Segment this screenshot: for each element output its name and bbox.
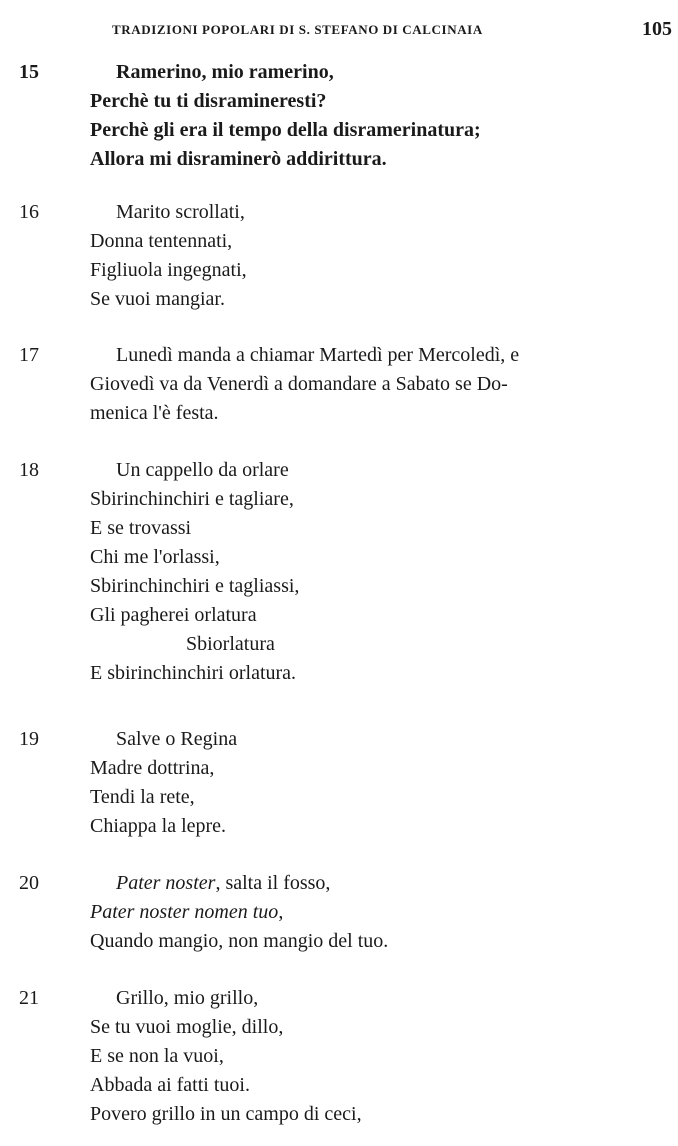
verse-line: Gli pagherei orlatura — [90, 604, 257, 626]
latin-phrase: Pater noster — [116, 872, 216, 894]
page-number: 105 — [642, 18, 672, 40]
verse-line: Perchè tu ti disramineresti? — [90, 90, 327, 112]
verse-line: Se tu vuoi moglie, dillo, — [90, 1016, 284, 1038]
verse-line: Quando mangio, non mangio del tuo. — [90, 930, 389, 952]
verse-text: , salta il fosso, — [215, 872, 331, 894]
verse-text: , — [278, 901, 284, 923]
verse-line: Allora mi disraminerò addirittura. — [90, 148, 387, 170]
stanza-number: 17 — [19, 344, 39, 366]
verse-line: Salve o Regina — [116, 728, 238, 750]
verse-line: Sbiorlatura — [186, 633, 275, 655]
stanza-number: 16 — [19, 201, 39, 223]
page-header — [0, 18, 678, 46]
verse-line: E sbirinchinchiri orlatura. — [90, 662, 297, 684]
stanza-number: 19 — [19, 728, 39, 750]
verse-line — [0, 869, 678, 898]
stanza-17 — [0, 341, 678, 428]
verse-line: E se trovassi — [90, 517, 192, 539]
verse-line: Sbirinchinchiri e tagliare, — [90, 488, 294, 510]
stanza-number: 18 — [19, 459, 39, 481]
verse-line: Perchè gli era il tempo della disramerinatura; — [90, 119, 481, 141]
verse-line: Abbada ai fatti tuoi. — [90, 1074, 250, 1096]
verse-line: Grillo, mio grillo, — [116, 987, 259, 1009]
stanza-20 — [0, 869, 678, 956]
latin-phrase: Pater noster nomen tuo — [90, 901, 279, 923]
verse-line: Donna tentennati, — [90, 230, 233, 252]
verse-line: Madre dottrina, — [90, 757, 215, 779]
stanza-18 — [0, 456, 678, 688]
verse-line — [0, 898, 678, 927]
verse-line: Tendi la rete, — [90, 786, 195, 808]
verse-line: Povero grillo in un campo di ceci, — [90, 1103, 362, 1125]
verse-line: Marito scrollati, — [116, 201, 245, 223]
running-head: TRADIZIONI POPOLARI DI S. STEFANO DI CALCINAIA — [112, 22, 483, 37]
prose-line: menica l'è festa. — [90, 402, 219, 424]
prose-line: Lunedì manda a chiamar Martedì per Mercoledì, e — [116, 344, 520, 366]
verse-line: E se non la vuoi, — [90, 1045, 224, 1067]
stanza-15 — [0, 58, 678, 174]
stanza-16 — [0, 198, 678, 314]
verse-line: Chiappa la lepre. — [90, 815, 227, 837]
verse-line: Se vuoi mangiar. — [90, 288, 225, 310]
prose-line: Giovedì va da Venerdì a domandare a Sabato se Do- — [90, 373, 508, 395]
verse-line: Sbirinchinchiri e tagliassi, — [90, 575, 300, 597]
verse-line: Un cappello da orlare — [116, 459, 289, 481]
stanza-number: 21 — [19, 987, 39, 1009]
stanza-21 — [0, 984, 678, 1129]
verse-line: Chi me l'orlassi, — [90, 546, 220, 568]
stanza-number: 20 — [19, 872, 39, 894]
verse-line: Ramerino, mio ramerino, — [116, 61, 334, 83]
verse-line: Figliuola ingegnati, — [90, 259, 247, 281]
stanza-19 — [0, 725, 678, 841]
stanza-number: 15 — [19, 61, 39, 83]
